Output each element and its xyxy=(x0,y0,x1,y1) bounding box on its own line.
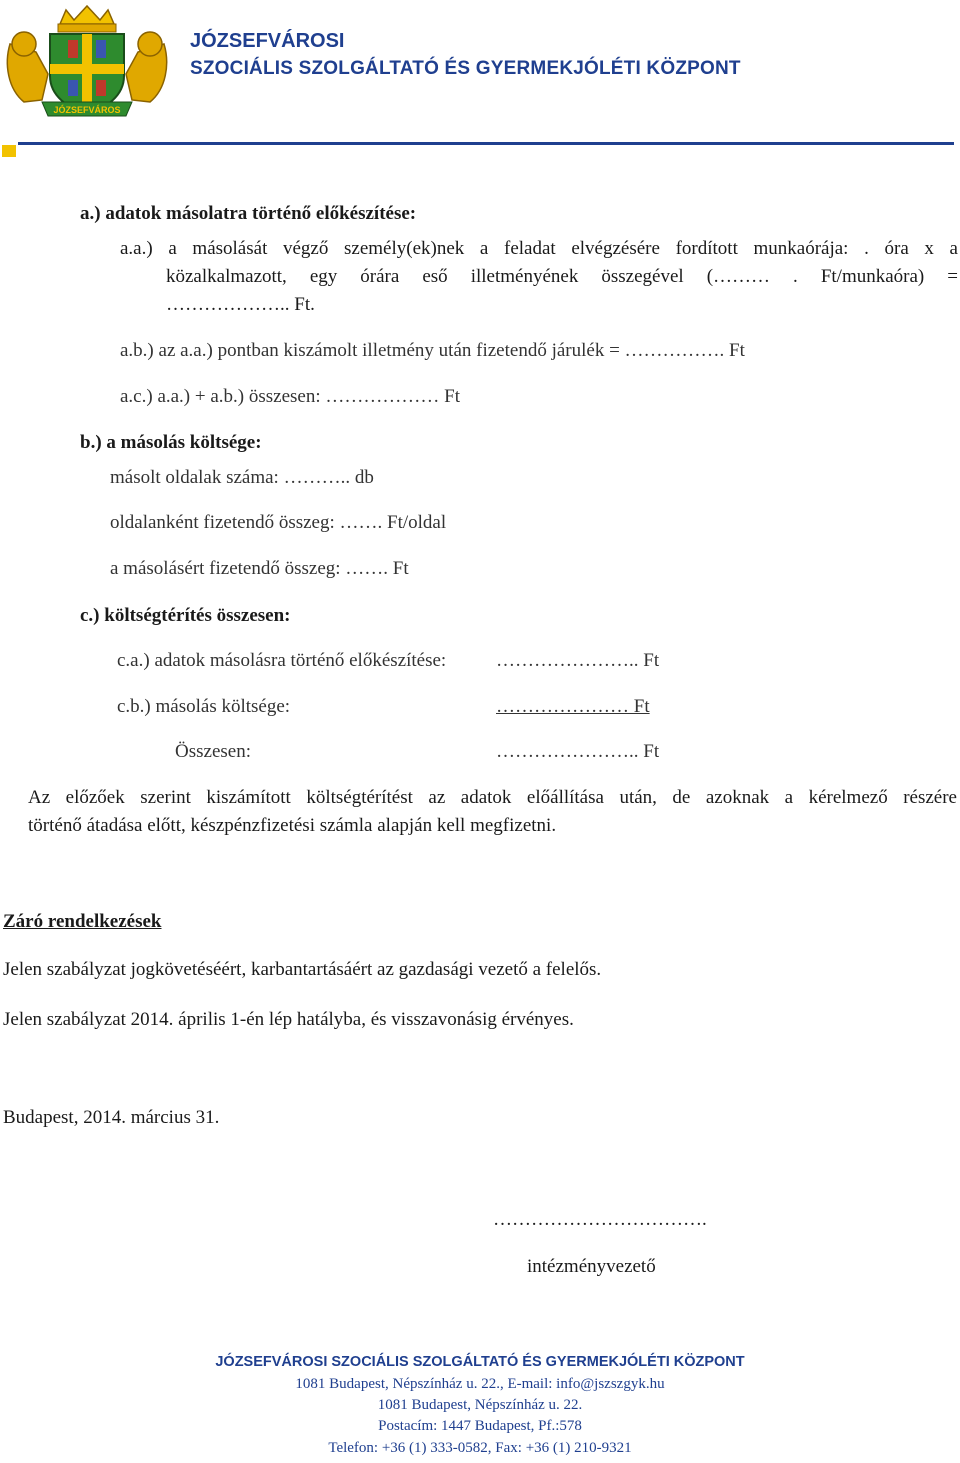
closing-line2: Jelen szabályzat 2014. április 1-én lép hatályba, és visszavonásig érvényes. xyxy=(3,1009,574,1030)
section-aa-line2: közalkalmazott, egy órára eső illetményének összegével (……… . Ft/munkaóra) = xyxy=(166,266,958,287)
place-date: Budapest, 2014. március 31. xyxy=(3,1107,220,1128)
signature-title: intézményvezető xyxy=(527,1256,656,1277)
section-b-pages: másolt oldalak száma: ……….. db xyxy=(110,467,374,488)
footer-line1: 1081 Budapest, Népszínház u. 22., E-mail: info@jszszgyk.hu xyxy=(295,1376,665,1392)
footer-org: JÓZSEFVÁROSI SZOCIÁLIS SZOLGÁLTATÓ ÉS GYERMEKJÓLÉTI KÖZPONT xyxy=(215,1354,745,1370)
section-c-heading: c.) költségtérítés összesen: xyxy=(80,605,291,626)
section-cb-value: ………………… Ft xyxy=(496,696,650,717)
closing-heading: Záró rendelkezések xyxy=(3,911,162,932)
section-b-per-page: oldalanként fizetendő összeg: ……. Ft/oldal xyxy=(110,512,447,533)
section-ca-label: c.a.) adatok másolásra történő előkészítése: xyxy=(117,650,447,671)
section-ac: a.c.) a.a.) + a.b.) összesen: ……………… Ft xyxy=(120,386,460,407)
section-a-heading: a.) adatok másolatra történő előkészítése: xyxy=(80,203,417,224)
footer-line3: Postacím: 1447 Budapest, Pf.:578 xyxy=(378,1418,582,1434)
footer-line2: 1081 Budapest, Népszínház u. 22. xyxy=(377,1397,583,1413)
section-cb-label: c.b.) másolás költsége: xyxy=(117,696,291,717)
section-aa-line3: ……………….. Ft. xyxy=(166,294,315,315)
section-c-sum-value: ………………….. Ft xyxy=(496,741,660,762)
org-name-line1: JÓZSEFVÁROSI xyxy=(190,30,345,52)
footer-line4: Telefon: +36 (1) 333-0582, Fax: +36 (1) 210-9321 xyxy=(328,1440,632,1456)
header-rule xyxy=(18,142,954,145)
logo-caption: JÓZSEFVÁROS xyxy=(53,105,121,115)
section-c-sum-label: Összesen: xyxy=(175,741,251,762)
closing-line1: Jelen szabályzat jogkövetéséért, karbantartásáért az gazdasági vezető a felelős. xyxy=(3,959,602,980)
coat-of-arms-logo xyxy=(2,4,172,122)
section-b-total: a másolásért fizetendő összeg: ……. Ft xyxy=(110,558,409,579)
note-line2: történő átadása előtt, készpénzfizetési számla alapján kell megfizetni. xyxy=(28,815,557,836)
section-ab: a.b.) az a.a.) pontban kiszámolt illetmény után fizetendő járulék = ……………. Ft xyxy=(120,340,745,361)
org-name-line2: SZOCIÁLIS SZOLGÁLTATÓ ÉS GYERMEKJÓLÉTI KÖZPONT xyxy=(190,58,741,79)
section-aa-line1: a.a.) a másolását végző személy(ek)nek a feladat elvégzésére fordított munkaórája: . óra x a xyxy=(120,238,958,259)
signature-dots: ……………………………. xyxy=(493,1209,707,1230)
section-b-heading: b.) a másolás költsége: xyxy=(80,432,262,453)
header-marker xyxy=(2,145,16,157)
note-line1: Az előzőek szerint kiszámított költségtérítést az adatok előállítása után, de azoknak a kérelmező részére xyxy=(28,787,957,808)
section-ca-value: ………………….. Ft xyxy=(496,650,660,671)
